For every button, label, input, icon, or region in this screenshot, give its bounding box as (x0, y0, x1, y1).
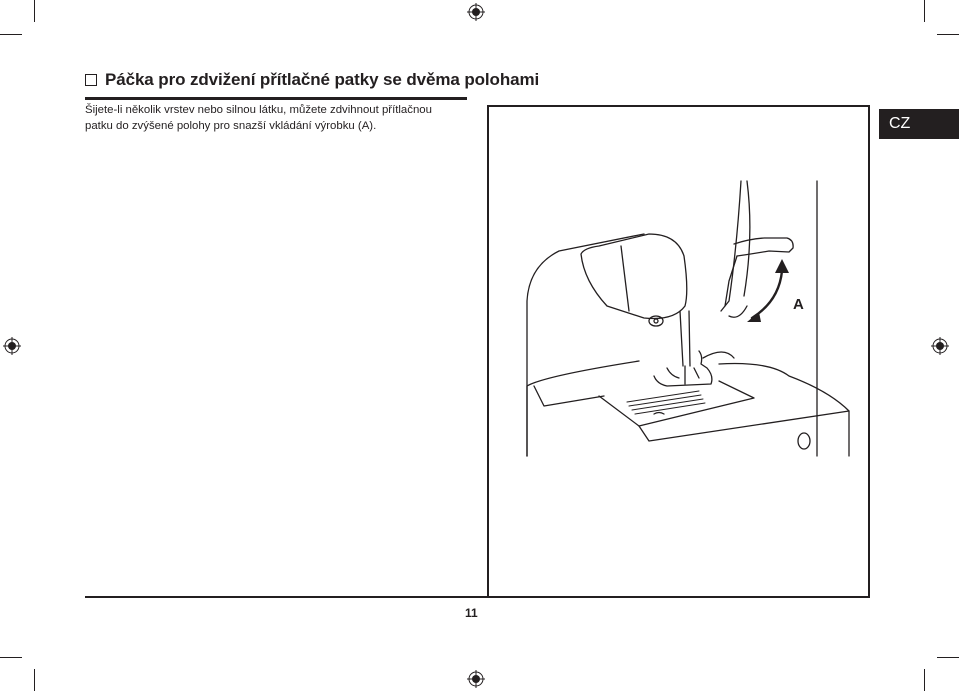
crop-mark (924, 0, 925, 22)
presser-foot-detail (667, 368, 699, 378)
registration-mark-icon (3, 337, 21, 355)
arrow-head-icon (775, 259, 789, 273)
bed-hole (798, 433, 810, 449)
thread-guide-knob-center (654, 319, 658, 323)
machine-bed-right (719, 364, 849, 457)
body-line: Šijete-li několik vrstev nebo silnou látku, můžete zdvihnout přítlačnou (85, 104, 432, 116)
section-heading (85, 70, 539, 90)
arrow-head-icon (747, 312, 761, 322)
language-tab: CZ (879, 109, 959, 139)
crop-mark (0, 657, 22, 658)
machine-head (581, 234, 687, 319)
callout-label: A (793, 296, 804, 313)
registration-mark-icon (467, 670, 485, 688)
section-title: Páčka pro zdvižení přítlačné patky se dvěma polohami (105, 70, 540, 89)
up-down-arrow-icon (752, 271, 782, 318)
thread-guide-knob (649, 316, 663, 326)
machine-bed-left (527, 361, 639, 456)
presser-foot-screw (703, 352, 734, 358)
needle-bar (680, 311, 690, 366)
body-paragraph (85, 103, 477, 134)
registration-mark-icon (467, 3, 485, 21)
presser-lever (734, 238, 793, 256)
machine-arm-line (721, 181, 741, 311)
bed-plate-edge (534, 386, 604, 406)
footer-divider (85, 596, 870, 598)
needle-plate-mark (654, 413, 664, 415)
crop-mark (937, 34, 959, 35)
machine-arm-bottom (729, 306, 747, 317)
heading-divider (85, 97, 467, 100)
sewing-machine-illustration (489, 106, 869, 596)
page-number: 11 (465, 606, 478, 620)
crop-mark (924, 669, 925, 691)
registration-mark-icon (931, 337, 949, 355)
machine-head-line (621, 246, 629, 311)
machine-body-outline (527, 234, 644, 456)
needle-plate-lines (627, 391, 705, 414)
body-line: patku do zvýšené polohy pro snazší vkládání výrobku (A). (85, 119, 377, 132)
checkbox-icon (85, 74, 97, 86)
crop-mark (0, 34, 22, 35)
presser-lever-arm (725, 256, 737, 306)
crop-mark (34, 0, 35, 22)
crop-mark (34, 669, 35, 691)
machine-arm-line (744, 181, 750, 296)
crop-mark (937, 657, 959, 658)
